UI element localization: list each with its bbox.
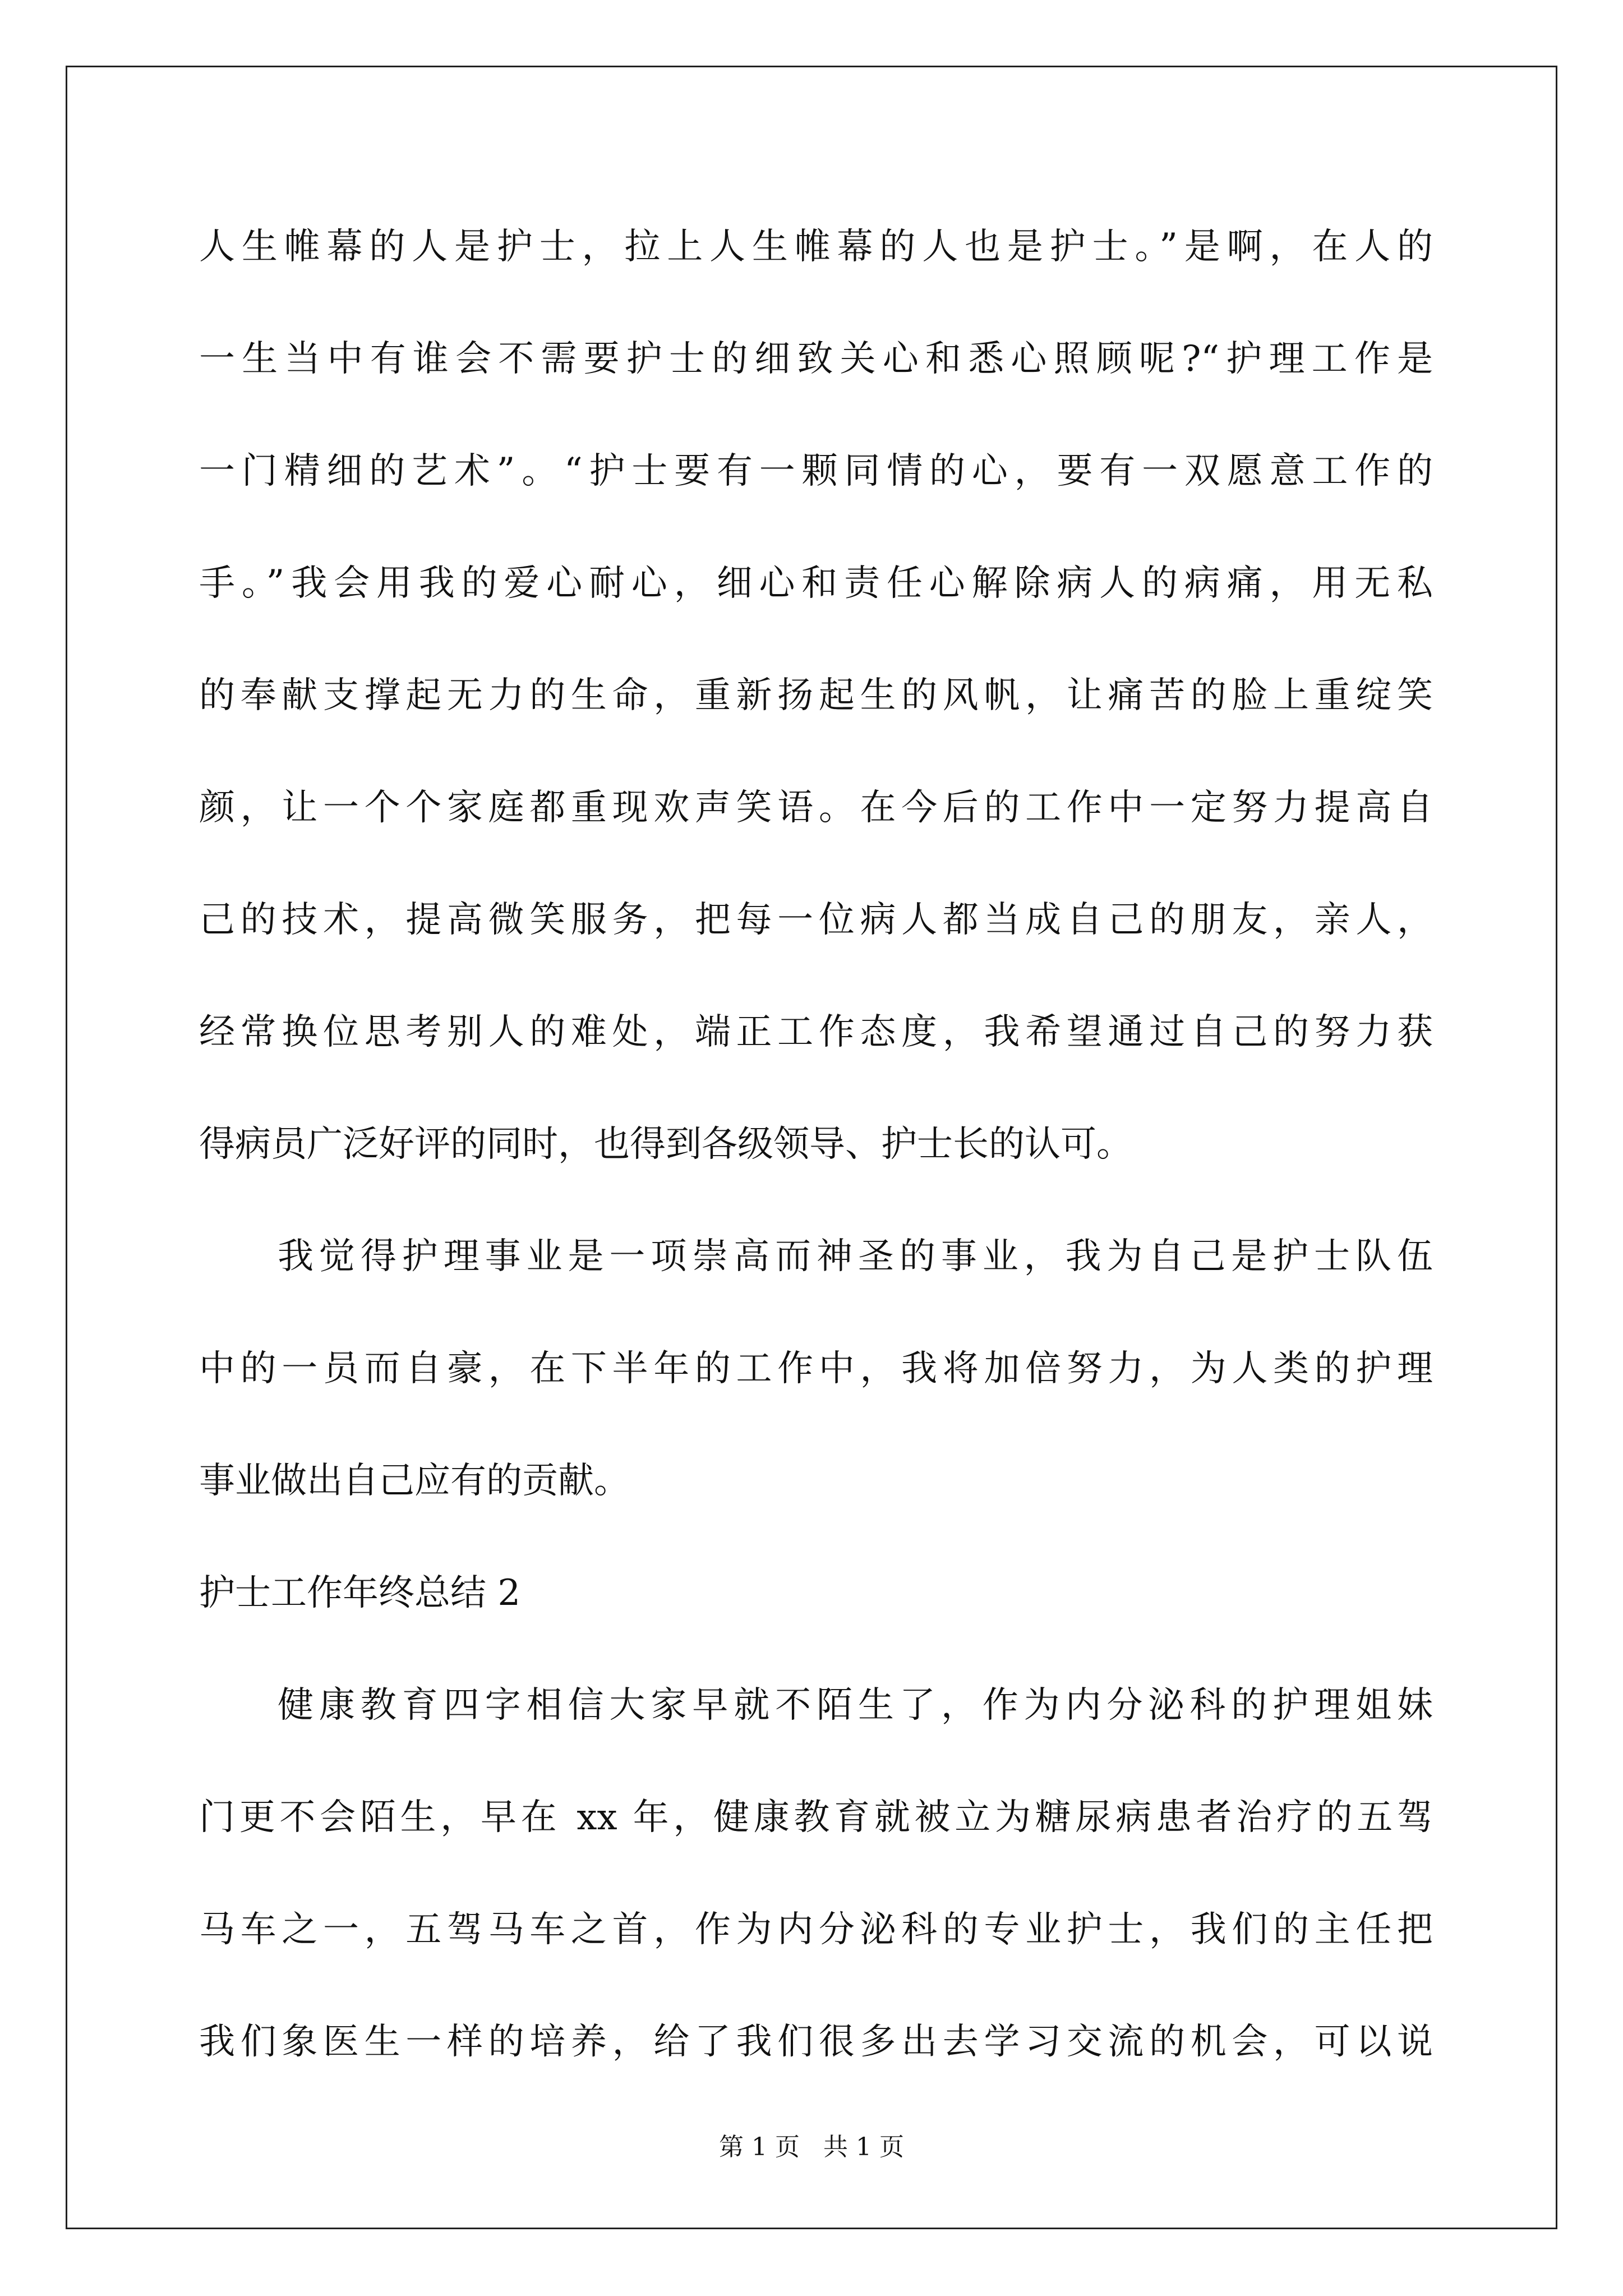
paragraph-line: 一生当中有谁会不需要护士的细致关心和悉心照顾呢?“护理工作是 [199, 338, 1433, 380]
paragraph-line: 人生帷幕的人是护士，拉上人生帷幕的人也是护士。”是啊，在人的 [199, 226, 1433, 268]
paragraph-line: 我们象医生一样的培养，给了我们很多出去学习交流的机会，可以说 [199, 2021, 1433, 2063]
paragraph-line: 己的技术，提高微笑服务，把每一位病人都当成自己的朋友，亲人， [199, 899, 1433, 941]
paragraph-line: 一门精细的艺术”。“护士要有一颗同情的心，要有一双愿意工作的 [199, 450, 1433, 492]
paragraph-line: 经常换位思考别人的难处，端正工作态度，我希望通过自己的努力获 [199, 1011, 1433, 1053]
paragraph-line: 事业做出自己应有的贡献。 [199, 1460, 630, 1502]
paragraph-line: 中的一员而自豪，在下半年的工作中，我将加倍努力，为人类的护理 [199, 1348, 1433, 1389]
paragraph-line: 的奉献支撑起无力的生命，重新扬起生的风帆，让痛苦的脸上重绽笑 [199, 675, 1433, 716]
paragraph-line: 颜，让一个个家庭都重现欢声笑语。在今后的工作中一定努力提高自 [199, 787, 1433, 829]
paragraph-line: 健康教育四字相信大家早就不陌生了，作为内分泌科的护理姐妹 [278, 1685, 1433, 1726]
paragraph-line: 手。”我会用我的爱心耐心，细心和责任心解除病人的病痛，用无私 [199, 563, 1433, 604]
paragraph-line: 马车之一，五驾马车之首，作为内分泌科的专业护士，我们的主任把 [199, 1909, 1433, 1950]
paragraph-line: 我觉得护理事业是一项崇高而神圣的事业，我为自己是护士队伍 [278, 1236, 1433, 1277]
paragraph-line: 门更不会陌生，早在 xx 年，健康教育就被立为糖尿病患者治疗的五驾 [199, 1797, 1433, 1838]
section-heading: 护士工作年终总结 2 [199, 1572, 521, 1614]
paragraph-line: 得病员广泛好评的同时，也得到各级领导、护士长的认可。 [199, 1124, 1132, 1165]
page-number-footer: 第 1 页 共 1 页 [719, 2133, 904, 2161]
